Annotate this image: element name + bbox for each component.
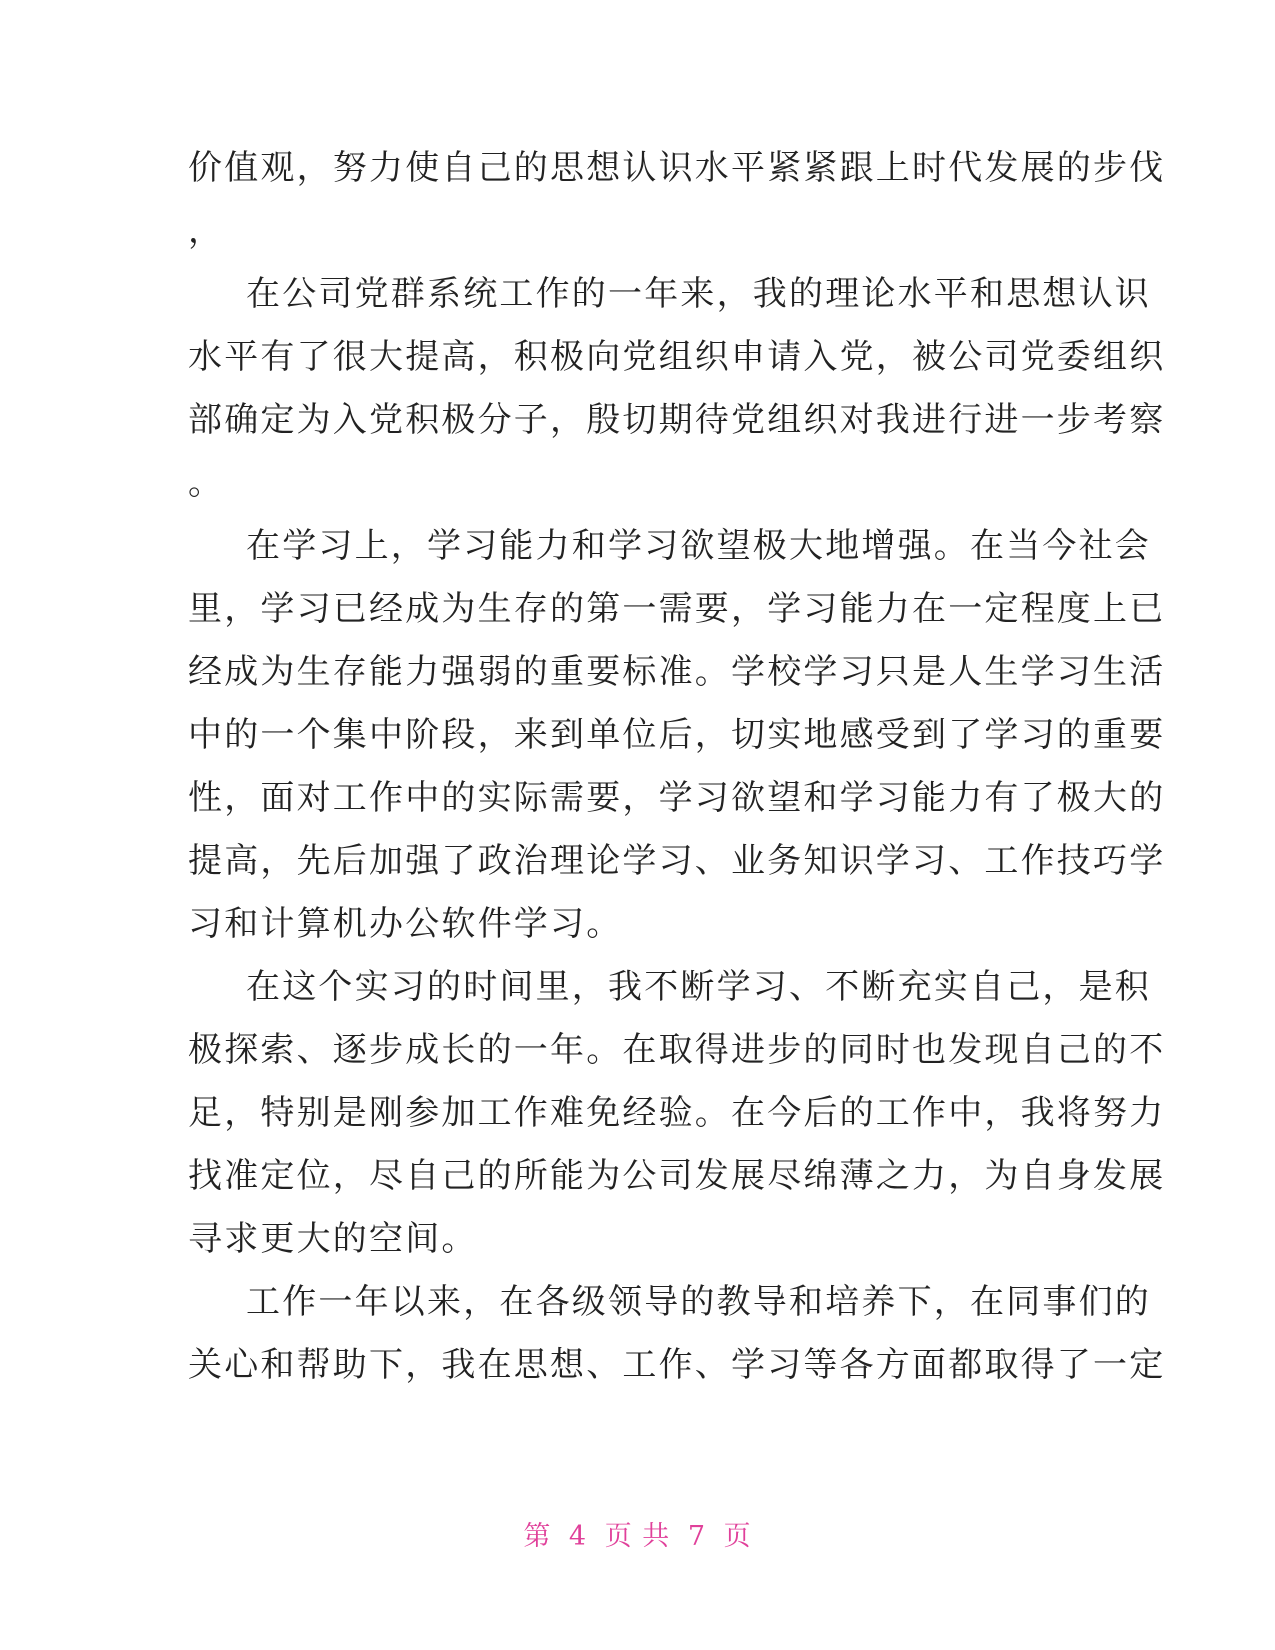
text-line: 水平有了很大提高，积极向党组织申请入党，被公司党委组织 [188,337,1166,377]
text-line: 足，特别是刚参加工作难免经验。在今后的工作中，我将努力 [188,1093,1166,1133]
text-line: 找准定位，尽自己的所能为公司发展尽绵薄之力，为自身发展 [188,1156,1166,1196]
page-label-suffix: 页 [723,1521,752,1552]
text-line: 关心和帮助下，我在思想、工作、学习等各方面都取得了一定 [188,1345,1166,1385]
text-line: 在公司党群系统工作的一年来，我的理论水平和思想认识 [246,274,1151,314]
text-line: 习和计算机办公软件学习。 [188,904,623,944]
text-line: 在学习上，学习能力和学习欲望极大地增强。在当今社会 [246,526,1151,566]
text-line: 部确定为入党积极分子，殷切期待党组织对我进行进一步考察 [188,400,1166,440]
document-body [188,137,1166,1397]
total-pages-number: 7 [687,1521,707,1552]
page-label-mid: 页 共 [604,1521,671,1552]
text-line: 极探索、逐步成长的一年。在取得进步的同时也发现自己的不 [188,1030,1166,1070]
current-page-number: 4 [568,1521,588,1552]
text-line: 性，面对工作中的实际需要，学习欲望和学习能力有了极大的 [188,778,1166,818]
page-footer [0,1514,1275,1553]
text-line: 经成为生存能力强弱的重要标准。学校学习只是人生学习生活 [188,652,1166,692]
text-line: 。 [188,463,225,503]
text-line: 中的一个集中阶段，来到单位后，切实地感受到了学习的重要 [188,715,1166,755]
text-line: 工作一年以来，在各级领导的教导和培养下，在同事们的 [246,1282,1151,1322]
page-label-prefix: 第 [523,1521,552,1552]
text-line: ， [188,211,225,251]
text-line: 提高，先后加强了政治理论学习、业务知识学习、工作技巧学 [188,841,1166,881]
text-line: 在这个实习的时间里，我不断学习、不断充实自己，是积 [246,967,1151,1007]
text-line: 价值观，努力使自己的思想认识水平紧紧跟上时代发展的步伐 [188,148,1166,188]
text-line: 里，学习已经成为生存的第一需要，学习能力在一定程度上已 [188,589,1166,629]
text-line: 寻求更大的空间。 [188,1219,478,1259]
